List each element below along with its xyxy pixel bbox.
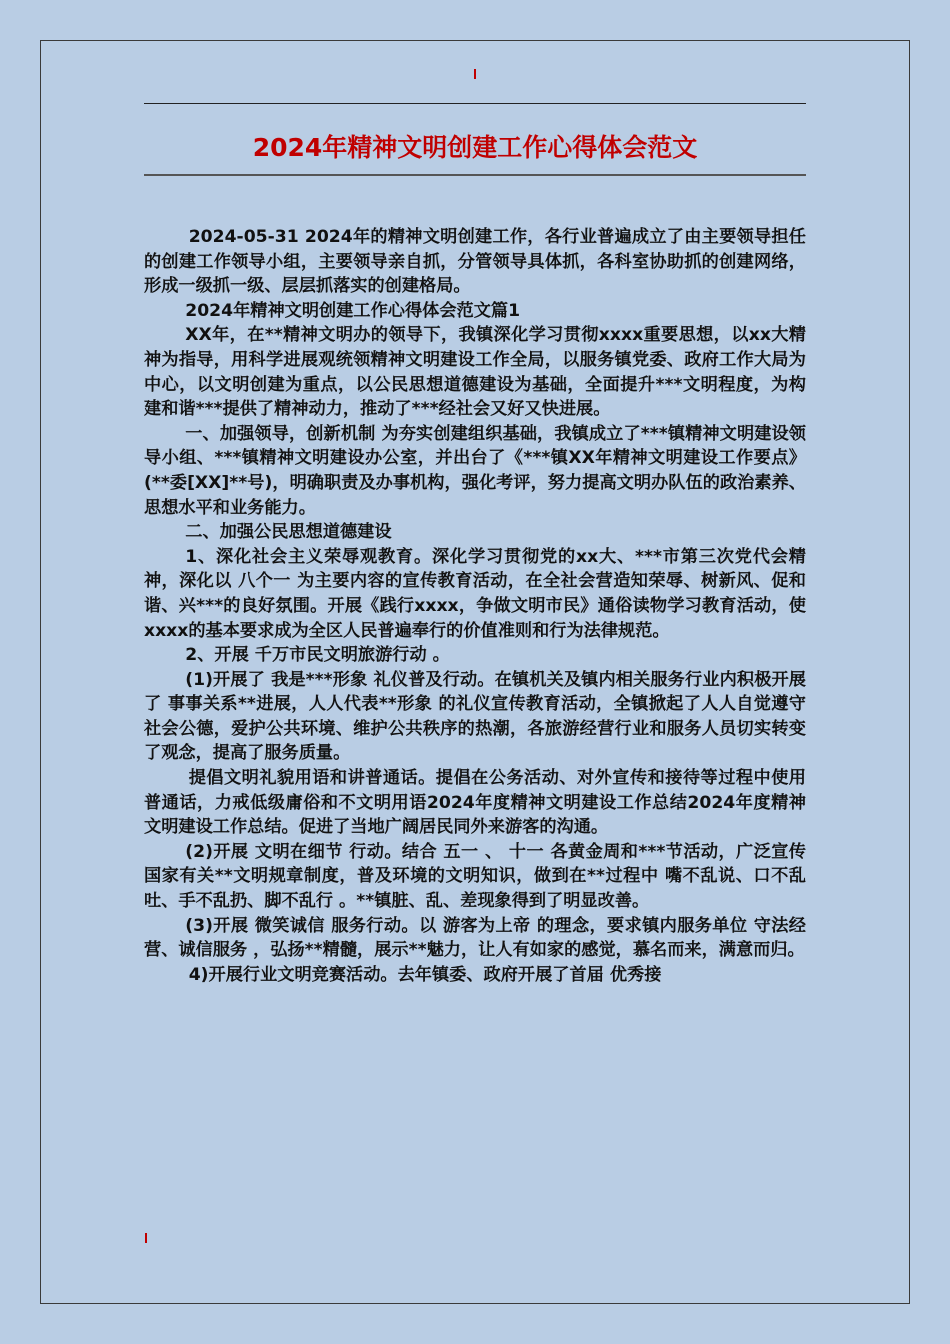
paragraph: 4)开展行业文明竞赛活动。去年镇委、政府开展了首届 优秀接 — [188, 964, 662, 985]
section-heading: 二、加强公民思想道德建设 — [185, 522, 392, 543]
paragraph-subtitle: 2024年精神文明创建工作心得体会范文篇1 — [185, 300, 521, 321]
header-mark — [474, 69, 476, 79]
title-underline — [144, 174, 806, 176]
paragraph: 2、开展 千万市民文明旅游行动 。 — [185, 645, 450, 666]
paragraph: 提倡文明礼貌用语和讲普通话。提倡在公务活动、对外宣传和接待等过程中使用普通话，力戒低级庸俗和不文明用语2024年度精神文明建设工作总结2024年度精神文明建设工作总结。促进了当地广阔居民同外来游客的沟通。 — [144, 768, 806, 838]
paragraph: 1、深化社会主义荣辱观教育。深化学习贯彻党的xx大、***市第三次党代会精神，深化以 八个一 为主要内容的宣传教育活动，在全社会营造知荣辱、树新风、促和谐、兴***的良好氛围。开展《践行xxxx，争做文明市民》通俗读物学习教育活动，使xxxx的基本要求成为全区人民普遍奉行的价值准则和行为法律规范。 — [144, 546, 806, 641]
paragraph: (1)开展了 我是***形象 礼仪普及行动。在镇机关及镇内相关服务行业内积极开展了 事事关系**进展，人人代表**形象 的礼仪宣传教育活动，全镇掀起了人人自觉遵守社会公德，爱护公共环境、维护公共秩序的热潮，各旅游经营行业和服务人员切实转变了观念，提高了服务质量。 — [144, 669, 806, 764]
paragraph-intro: 2024-05-31 2024年的精神文明创建工作，各行业普遍成立了由主要领导担任的创建工作领导小组，主要领导亲自抓，分管领导具体抓，各科室协助抓的创建网络，形成一级抓一级、层层抓落实的创建格局。 — [144, 227, 806, 297]
document-body — [144, 225, 806, 987]
footer-mark — [145, 1233, 147, 1243]
document-title: 2024年精神文明创建工作心得体会范文 — [252, 133, 698, 162]
paragraph: (2)开展 文明在细节 行动。结合 五一 、 十一 各黄金周和***节活动，广泛宣传国家有关**文明规章制度，普及环境的文明知识，做到在**过程中 嘴不乱说、口不乱吐、手不乱扔、脚不乱行 。**镇脏、乱、差现象得到了明显改善。 — [144, 841, 806, 912]
header-rule — [144, 103, 806, 104]
paragraph: 一、加强领导，创新机制 为夯实创建组织基础，我镇成立了***镇精神文明建设领导小组、***镇精神文明建设办公室，并出台了《***镇XX年精神文明建设工作要点》(**委[XX]**号)，明确职责及办事机构，强化考评，努力提高文明办队伍的政治素养、思想水平和业务能力。 — [144, 423, 806, 518]
paragraph: (3)开展 微笑诚信 服务行动。以 游客为上帝 的理念，要求镇内服务单位 守法经营、诚信服务 ，弘扬**精髓，展示**魅力，让人有如家的感觉，慕名而来，满意而归。 — [144, 915, 806, 961]
paragraph: XX年，在**精神文明办的领导下，我镇深化学习贯彻xxxx重要思想，以xx大精神为指导，用科学进展观统领精神文明建设工作全局，以服务镇党委、政府工作大局为中心，以文明创建为重点，以公民思想道德建设为基础，全面提升***文明程度，为构建和谐***提供了精神动力，推动了***经社会又好又快进展。 — [144, 325, 806, 420]
